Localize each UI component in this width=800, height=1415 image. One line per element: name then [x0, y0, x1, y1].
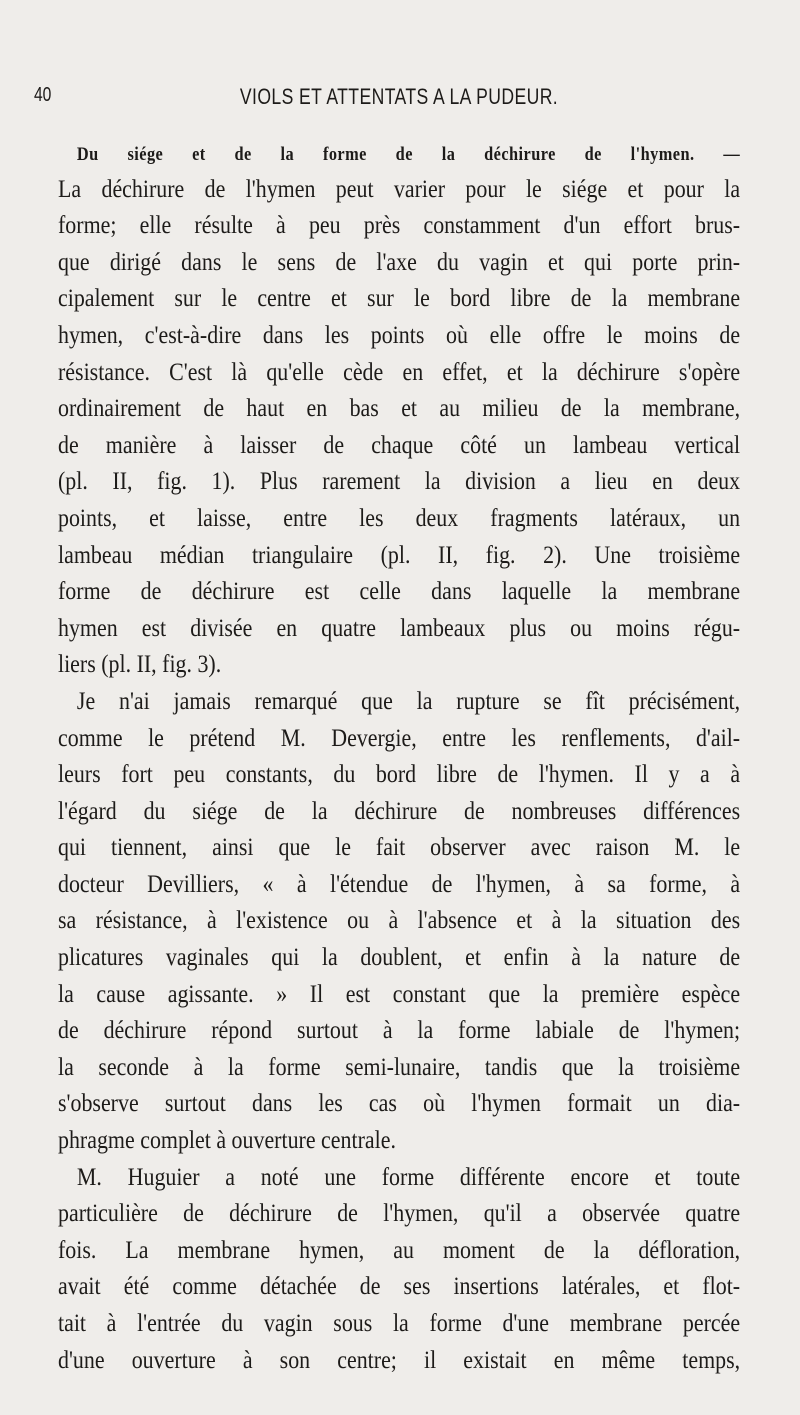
text-line: La déchirure de l'hymen peut varier pour le siége et pour la	[58, 173, 741, 203]
text-line: d'une ouverture à son centre; il existait en même temps,	[58, 1344, 741, 1374]
text-line: ordinairement de haut en bas et au milieu de la membrane,	[58, 393, 741, 423]
running-title: VIOLS ET ATTENTATS A LA PUDEUR.	[239, 84, 559, 109]
text-line: liers (pl. II, fig. 3).	[58, 649, 222, 679]
text-line: phragme complet à ouverture centrale.	[58, 1125, 396, 1155]
text-line: points, et laisse, entre les deux fragments latéraux, un	[58, 502, 741, 532]
text-line: la cause agissante. » Il est constant que la première espèce	[58, 978, 741, 1008]
text-line: plicatures vaginales qui la doublent, et enfin à la nature de	[58, 942, 741, 972]
text-line: l'égard du siége de la déchirure de nombreuses différences	[58, 795, 741, 825]
text-line: hymen est divisée en quatre lambeaux plus ou moins régu-	[58, 612, 741, 642]
text-line: forme de déchirure est celle dans laquelle la membrane	[58, 576, 741, 606]
text-line: forme; elle résulte à peu près constamment d'un effort brus-	[58, 210, 741, 240]
text-line: docteur Devilliers, « à l'étendue de l'hymen, à sa forme, à	[58, 868, 741, 898]
text-line: leurs fort peu constants, du bord libre de l'hymen. Il y a à	[58, 759, 741, 789]
text-line: s'observe surtout dans les cas où l'hymen formait un dia-	[58, 1088, 741, 1118]
text-line: (pl. II, fig. 1). Plus rarement la division a lieu en deux	[58, 466, 741, 496]
text-line: lambeau médian triangulaire (pl. II, fig. 2). Une troisième	[58, 539, 741, 569]
text-line: qui tiennent, ainsi que le fait observer avec raison M. le	[58, 832, 741, 862]
text-line: de manière à laisser de chaque côté un lambeau vertical	[58, 429, 741, 459]
text-line: de déchirure répond surtout à la forme labiale de l'hymen;	[58, 1015, 741, 1045]
text-line: fois. La membrane hymen, au moment de la défloration,	[58, 1234, 741, 1264]
text-line: cipalement sur le centre et sur le bord libre de la membrane	[58, 283, 741, 313]
text-line: tait à l'entrée du vagin sous la forme d'une membrane percée	[58, 1308, 741, 1337]
text-line: la seconde à la forme semi-lunaire, tandis que la troisième	[58, 1051, 741, 1081]
section-heading-line	[58, 134, 740, 171]
text-line: comme le prétend M. Devergie, entre les renflements, d'ail-	[58, 722, 741, 752]
text-line: avait été comme détachée de ses insertions latérales, et flot-	[58, 1271, 741, 1301]
text-line: que dirigé dans le sens de l'axe du vagin et qui porte prin-	[58, 246, 741, 276]
page-number: 40	[34, 84, 52, 106]
text-line: hymen, c'est-à-dire dans les points où elle offre le moins de	[58, 319, 741, 349]
text-line: M. Huguier a noté une forme différente encore et toute	[76, 1161, 741, 1191]
body-text	[58, 134, 740, 1378]
page-header	[34, 84, 764, 112]
text-line: Je n'ai jamais remarqué que la rupture se fît précisément,	[76, 685, 741, 715]
text-line: résistance. C'est là qu'elle cède en effet, et la déchirure s'opère	[58, 356, 741, 386]
section-heading: Du siége et de la forme de la déchirure de l'hymen. —	[76, 144, 741, 165]
text-line: sa résistance, à l'existence ou à l'absence et à la situation des	[58, 905, 741, 935]
text-line: particulière de déchirure de l'hymen, qu'il a observée quatre	[58, 1198, 741, 1228]
